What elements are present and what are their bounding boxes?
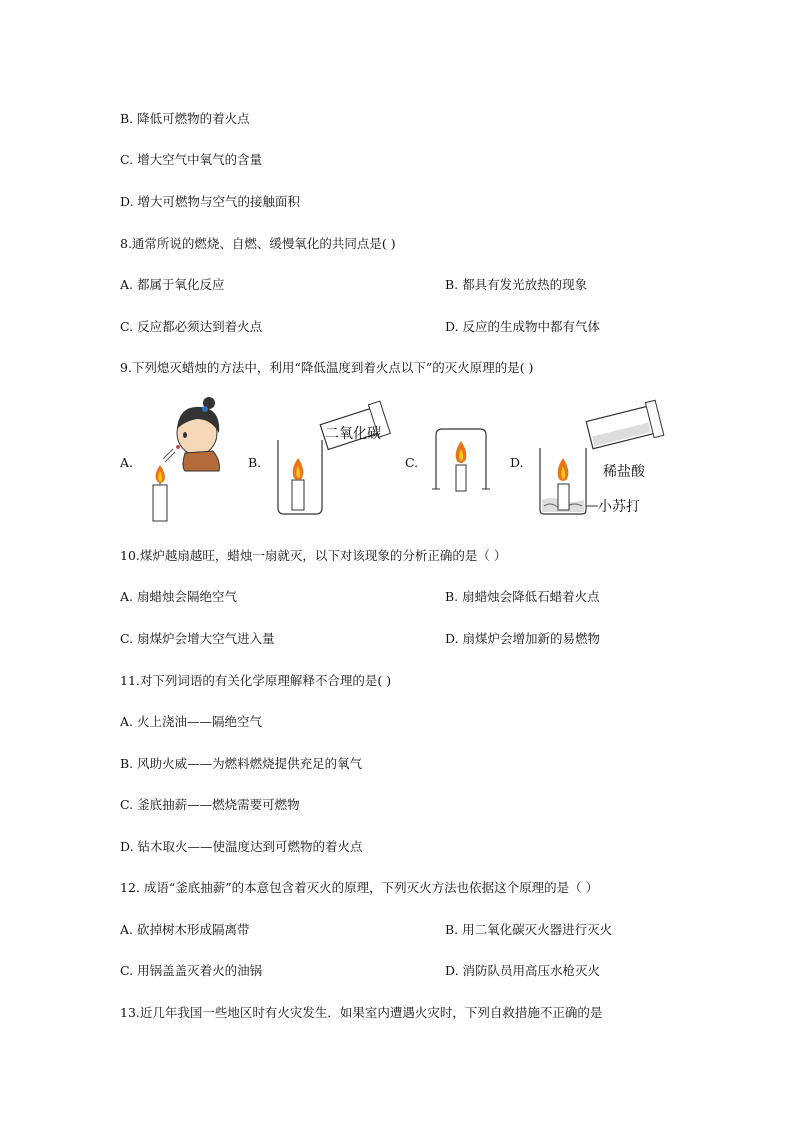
q12-option-a: A. 砍掉树木形成隔离带 [120, 922, 250, 937]
q11-option-b: B. 风助火威——为燃料燃烧提供充足的氧气 [120, 756, 363, 771]
q9-figure-b-co2-beaker [270, 400, 390, 520]
q12-option-b: B. 用二氧化碳灭火器进行灭火 [445, 922, 613, 937]
q9-soda-label: 小苏打 [598, 499, 640, 515]
q9-label-b: B. [248, 455, 262, 470]
q8-option-b: B. 都具有发光放热的现象 [445, 277, 588, 292]
q11-option-a: A. 火上浇油——隔绝空气 [120, 714, 262, 729]
q8-option-c: C. 反应都必须达到着火点 [120, 319, 263, 334]
q9-co2-label: 二氧化碳 [325, 426, 381, 442]
q9-label-c: C. [405, 455, 419, 470]
q11-option-c: C. 釜底抽薪——燃烧需要可燃物 [120, 797, 300, 812]
q11-stem: 11.对下列词语的有关化学原理解释不合理的是( ) [120, 673, 392, 688]
q9-figure-c-inverted-glass [432, 425, 492, 495]
q10-option-d: D. 扇煤炉会增加新的易燃物 [445, 631, 601, 646]
q10-option-c: C. 扇煤炉会增大空气进入量 [120, 631, 275, 646]
q10-stem: 10.煤炉越扇越旺，蜡烛一扇就灭，以下对该现象的分析正确的是（ ） [120, 548, 507, 563]
q8-option-d: D. 反应的生成物中都有气体 [445, 319, 601, 334]
q12-stem: 12. 成语“釜底抽薪”的本意包含着灭火的原理，下列灭火方法也依据这个原理的是（ ） [120, 880, 599, 895]
q9-label-a: A. [120, 455, 134, 470]
q13-stem: 13.近几年我国一些地区时有火灾发生．如果室内遭遇火灾时，下列自救措施不正确的是 [120, 1005, 603, 1020]
q11-option-d: D. 钻木取火——使温度达到可燃物的着火点 [120, 839, 363, 854]
q7-option-b: B. 降低可燃物的着火点 [120, 111, 250, 126]
q10-option-a: A. 扇蜡烛会隔绝空气 [120, 589, 237, 604]
q9-figure-a-person-blowing [145, 395, 255, 525]
q7-option-c: C. 增大空气中氧气的含量 [120, 152, 263, 167]
q8-stem: 8.通常所说的燃烧、自燃、缓慢氧化的共同点是( ) [120, 236, 396, 251]
q10-option-b: B. 扇蜡烛会降低石蜡着火点 [445, 589, 600, 604]
q12-option-d: D. 消防队员用高压水枪灭火 [445, 963, 601, 978]
q7-option-d: D. 增大可燃物与空气的接触面积 [120, 194, 301, 209]
q9-acid-label: 稀盐酸 [603, 464, 645, 480]
q9-stem: 9.下列熄灭蜡烛的方法中，利用“降低温度到着火点以下”的灭火原理的是( ) [120, 360, 534, 375]
q8-option-a: A. 都属于氧化反应 [120, 277, 225, 292]
q9-label-d: D. [510, 455, 524, 470]
q12-option-c: C. 用锅盖盖灭着火的油锅 [120, 963, 263, 978]
